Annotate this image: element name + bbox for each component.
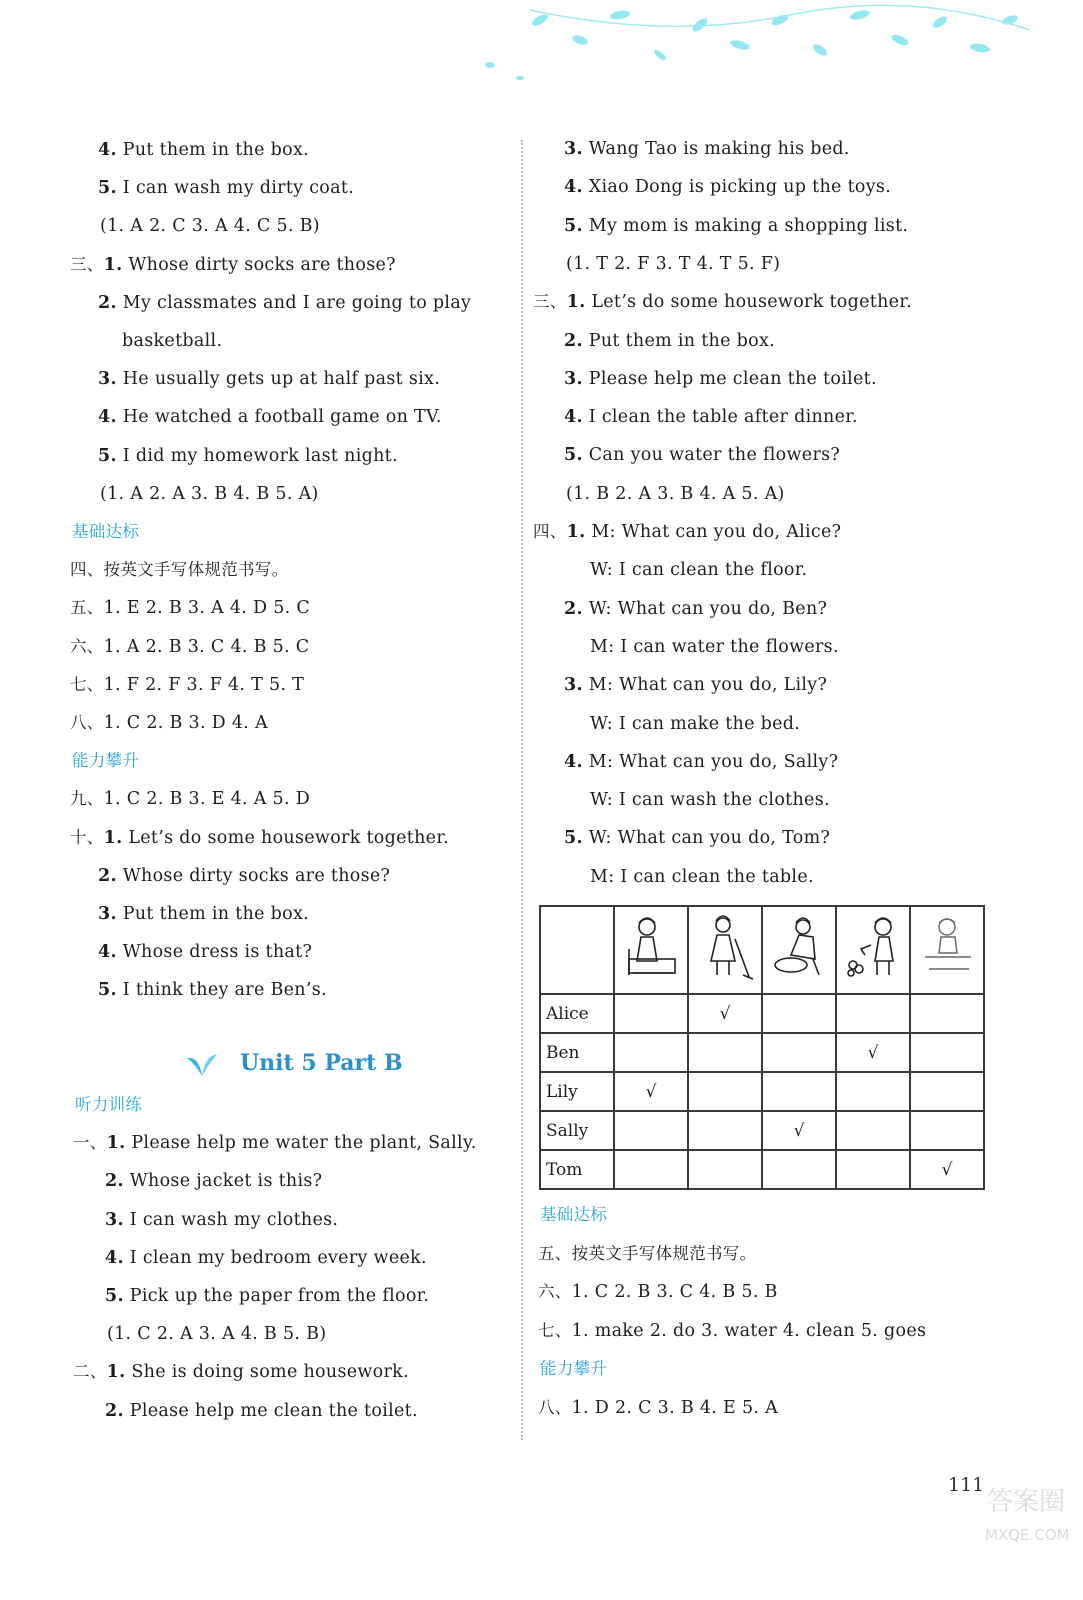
answer-line [98,865,390,887]
answer-text: Whose jacket is this? [123,1171,323,1192]
answer-text: W: I can wash the clothes. [590,790,830,811]
answer-line [538,1281,778,1303]
watermark-text-2: MXQE.COM [985,1526,1070,1544]
table-cell [614,1150,688,1189]
answer-text: He usually gets up at half past six. [116,369,441,390]
table-cell [762,994,836,1033]
answer-text: M: What can you do, Sally? [582,751,839,772]
answer-line [564,751,838,773]
row-name-ben: Ben [540,1033,614,1072]
item-number: 1. [566,292,586,313]
section-number: 七、 [538,1320,572,1340]
answer-line [105,1247,427,1269]
answer-text: (1. T 2. F 3. T 4. T 5. F) [566,253,781,274]
answer-line [98,979,327,1001]
item-number: 5. [105,1286,124,1306]
boy-table-icon [917,909,977,987]
table-cell [910,1033,984,1072]
answer-line [73,1132,477,1154]
section-number: 八、 [538,1397,572,1417]
answer-line [564,330,775,352]
answer-line [564,368,877,390]
answer-line [70,712,268,734]
answer-line [540,1204,607,1226]
answer-line [538,1243,756,1265]
check-mark: √ [836,1033,910,1072]
answer-text: Let’s do some housework together. [122,827,449,848]
answer-text: Put them in the box. [116,140,310,160]
section-number: 四、 [70,560,104,580]
item-number: 5. [564,828,583,849]
girl-washing-icon [769,909,829,987]
picture-water-flowers [836,906,910,994]
answer-text: I clean the table after dinner. [582,407,858,428]
row-name-alice: Alice [540,994,614,1033]
item-number: 1. [566,522,586,542]
answer-text: 1. C 2. B 3. D 4. A [103,713,268,733]
table-cell [614,1111,688,1150]
answer-text: M: I can water the flowers. [590,636,839,657]
item-number: 4. [98,140,117,160]
section-number: 七、 [70,674,104,694]
table-cell [688,1111,762,1150]
answer-text: M: I can clean the table. [590,866,814,887]
answer-line [122,330,222,352]
answer-text: I can wash my clothes. [123,1209,339,1230]
answer-line [105,1170,322,1192]
answer-text: (1. B 2. A 3. B 4. A 5. A) [566,483,785,504]
table-cell [688,1150,762,1189]
answer-line [105,1400,418,1422]
table-cell [910,994,984,1033]
answer-line [564,138,850,160]
boy-watering-icon [843,909,903,987]
answer-line [105,1285,429,1307]
item-number: 5. [98,445,117,466]
section-number: 五、 [70,598,104,618]
item-number: 5. [98,980,117,1001]
check-mark: √ [910,1150,984,1189]
column-divider [521,140,523,1440]
watermark-logo [985,1475,1075,1595]
answer-text: Put them in the box. [582,330,776,351]
table-cell [762,1150,836,1189]
answer-text: Whose dirty socks are those? [122,254,396,275]
answer-text: 1. make 2. do 3. water 4. clean 5. goes [571,1320,927,1341]
answer-text: Pick up the paper from the floor. [123,1286,430,1306]
answer-line [98,139,309,161]
answer-text: I clean my bedroom every week. [123,1247,427,1268]
item-number: 4. [105,1247,124,1268]
unit-title: Unit 5 Part B [240,1050,403,1076]
item-number: 1. [103,827,123,848]
section-number: 五、 [538,1243,572,1263]
item-number: 2. [105,1171,124,1192]
answer-line [98,406,442,428]
answer-text: M: What can you do, Alice? [585,522,842,542]
table-cell [910,1072,984,1111]
table-cell [836,1111,910,1150]
table-cell [762,1072,836,1111]
answer-text: Whose dress is that? [116,942,313,963]
leaf-icon [185,1050,219,1078]
girl-sweeping-icon [695,909,755,987]
row-name-sally: Sally [540,1111,614,1150]
answer-line [590,713,800,735]
table-corner-cell [540,906,614,994]
table-cell [614,1033,688,1072]
answer-line [100,215,320,237]
item-number: 2. [564,330,583,351]
answer-line [70,788,310,810]
answer-line [566,253,780,275]
row-name-tom: Tom [540,1150,614,1189]
answer-line [98,177,354,199]
answer-line [72,521,139,543]
answer-text: I did my homework last night. [116,445,398,466]
picture-clean-floor [614,906,688,994]
item-number: 5. [564,215,583,236]
table-cell [836,1072,910,1111]
answer-text: 1. A 2. B 3. C 4. B 5. C [103,636,310,657]
answer-line [564,827,830,849]
item-number: 5. [98,178,117,199]
item-number: 4. [564,407,583,428]
section-number: 六、 [538,1282,572,1301]
item-number: 5. [564,445,583,466]
answer-line [98,292,471,314]
answer-text: He watched a football game on TV. [116,407,442,428]
section-number: 八、 [70,713,104,732]
answer-line [70,827,449,849]
answer-line [590,559,807,581]
item-number: 3. [98,369,117,390]
answer-text: She is doing some housework. [125,1362,409,1383]
section-heading: 听力训练 [75,1095,143,1114]
item-number: 4. [564,177,583,198]
answer-text: 1. C 2. B 3. E 4. A 5. D [103,789,311,810]
answer-table [539,905,985,1190]
table-cell [910,1111,984,1150]
section-number: 十、 [70,827,104,847]
answer-line [538,1397,778,1419]
item-number: 2. [564,598,583,619]
item-number: 3. [105,1209,124,1230]
answer-text: (1. C 2. A 3. A 4. B 5. B) [107,1324,327,1345]
answer-line [590,866,814,888]
answer-text: 1. F 2. F 3. F 4. T 5. T [103,674,305,695]
item-number: 4. [564,751,583,772]
answer-line [100,483,319,505]
answer-line [98,445,398,467]
answer-text: W: I can clean the floor. [590,560,808,581]
answer-line [564,674,827,696]
picture-wash-clothes [762,906,836,994]
section-number: 四、 [533,522,567,541]
answer-line [564,598,827,620]
answer-line [538,1320,926,1342]
answer-text: (1. A 2. A 3. B 4. B 5. A) [100,483,319,504]
row-name-lily: Lily [540,1072,614,1111]
answer-line [72,750,139,772]
answer-text: 1. E 2. B 3. A 4. D 5. C [103,598,311,619]
item-number: 2. [98,865,117,886]
answer-line [590,789,830,811]
item-number: 4. [98,407,117,428]
item-number: 2. [105,1400,124,1421]
answer-text: basketball. [122,331,223,351]
section-number: 九、 [70,789,104,809]
answer-text: M: What can you do, Lily? [582,675,828,696]
answer-text: I can wash my dirty coat. [116,178,355,199]
answer-line [98,903,309,925]
item-number: 4. [98,942,117,963]
table-cell [762,1033,836,1072]
section-heading: 能力攀升 [540,1359,608,1378]
answer-text: 1. C 2. B 3. C 4. B 5. B [571,1282,778,1302]
table-cell [836,1150,910,1189]
picture-clean-table [910,906,984,994]
answer-line [566,483,785,505]
answer-line [564,215,908,237]
answer-line [70,636,310,658]
answer-line [564,444,840,466]
watermark-text-1: 答案圈 [987,1487,1066,1517]
section-number: 二、 [73,1362,107,1382]
answer-text: (1. A 2. C 3. A 4. C 5. B) [100,216,320,237]
answer-text: Xiao Dong is picking up the toys. [582,177,892,198]
answer-line [105,1209,338,1231]
answer-line [98,941,312,963]
answer-line [533,291,912,313]
table-cell [614,994,688,1033]
item-number: 1. [106,1133,126,1154]
answer-text: Please help me clean the toilet. [582,368,877,389]
page-number: 111 [948,1474,985,1496]
answer-text: My mom is making a shopping list. [582,215,909,236]
section-heading: 基础达标 [72,522,140,541]
answer-line [533,521,841,543]
check-mark: √ [688,994,762,1033]
answer-line [70,674,304,696]
answer-line [564,406,858,428]
section-number: 六、 [70,636,104,656]
item-number: 1. [103,254,123,275]
girl-bed-icon [621,909,681,987]
answer-text: 按英文手写体规范书写。 [103,560,289,580]
answer-line [70,254,396,276]
answer-line [590,636,839,658]
answer-text: My classmates and I are going to play [116,292,472,313]
answer-text: I think they are Ben’s. [116,980,327,1001]
answer-line [98,368,440,390]
section-heading: 能力攀升 [72,751,140,771]
section-number: 三、 [533,292,567,312]
answer-line [564,176,891,198]
answer-line [107,1323,326,1345]
table-cell [836,994,910,1033]
answer-line [540,1358,607,1380]
answer-text: W: What can you do, Tom? [582,828,831,849]
check-mark: √ [614,1072,688,1111]
section-heading: 基础达标 [540,1205,608,1224]
table-cell [688,1072,762,1111]
picture-sweep [688,906,762,994]
section-number: 三、 [70,254,104,274]
answer-text: W: I can make the bed. [590,713,801,734]
answer-line [73,1361,409,1383]
section-number: 一、 [73,1133,107,1153]
item-number: 3. [564,368,583,389]
item-number: 1. [106,1362,126,1383]
answer-line [70,559,288,581]
answer-text: Can you water the flowers? [582,445,841,466]
leaf-decoration [470,0,1030,95]
item-number: 3. [98,904,117,924]
check-mark: √ [762,1111,836,1150]
item-number: 3. [564,675,583,696]
answer-line [75,1094,142,1116]
table-cell [688,1033,762,1072]
answer-text: Please help me water the plant, Sally. [125,1133,477,1154]
item-number: 3. [564,139,583,159]
answer-text: 1. D 2. C 3. B 4. E 5. A [571,1397,779,1418]
answer-line [70,597,310,619]
answer-text: Wang Tao is making his bed. [582,139,850,159]
answer-text: Let’s do some housework together. [585,292,912,313]
answer-text: 按英文手写体规范书写。 [571,1243,757,1263]
answer-text: W: What can you do, Ben? [582,598,828,619]
answer-text: Whose dirty socks are those? [116,865,391,886]
answer-text: Put them in the box. [116,904,310,924]
item-number: 2. [98,292,117,313]
answer-text: Please help me clean the toilet. [123,1400,418,1421]
